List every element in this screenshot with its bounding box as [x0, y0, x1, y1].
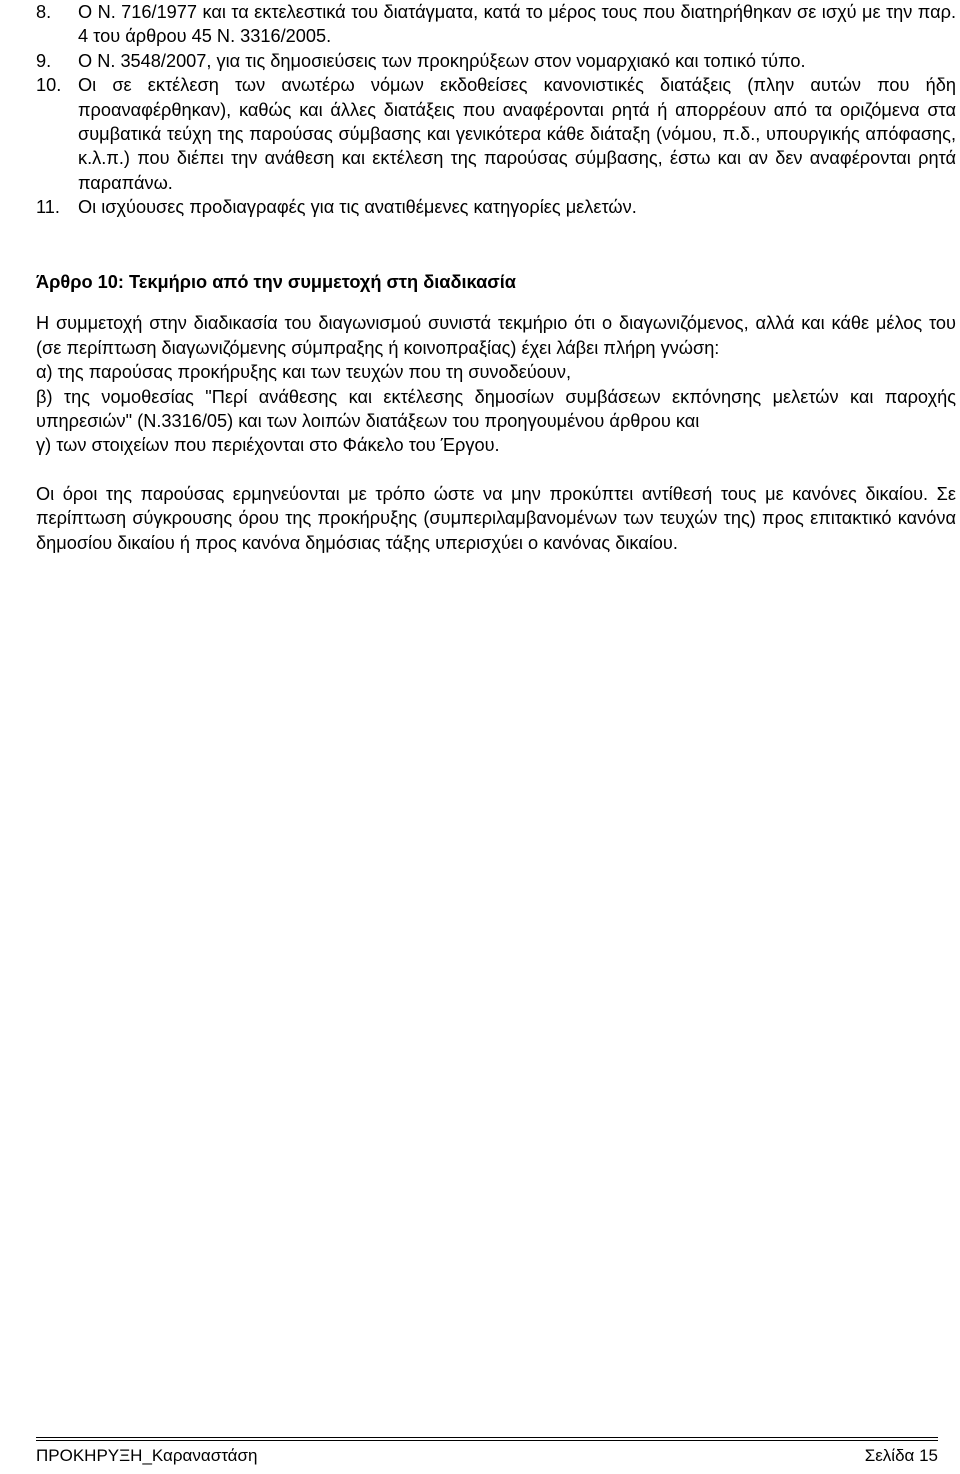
article-item-b: β) της νομοθεσίας "Περί ανάθεσης και εκτέλεσης δημοσίων συμβάσεων εκπόνησης μελετών και παροχής υπηρεσιών" (Ν.3316/05) και των λοιπών διατάξεων του προηγουμένου άρθρου και: [36, 386, 956, 432]
list-item: [36, 73, 956, 195]
list-item-text: Οι σε εκτέλεση των ανωτέρω νόμων εκδοθείσες κανονιστικές διατάξεις (πλην αυτών που ήδη προαναφέρθηκαν), καθώς και άλλες διατάξεις που αναφέρονται ρητά ή απορρέουν από τα οριζόμενα στα συμβατικά τεύχη της παρούσας σύμβασης και γενικότερα κάθε διάταξη (νόμου, π.δ., υπουργικής απόφασης, κ.λ.π.) που διέπει την ανάθεση και εκτέλεση της παρούσας σύμβασης, έστω και αν δεν αναφέρονται ρητά παραπάνω.: [78, 75, 956, 193]
list-item: [36, 49, 956, 73]
article-item-a: α) της παρούσας προκήρυξης και των τευχών που τη συνοδεύουν,: [36, 362, 572, 383]
footer-document-name: ΠΡΟΚΗΡΥΞΗ_Καραναστάση: [36, 1446, 258, 1465]
list-item: [36, 195, 956, 219]
list-item-text: Ο Ν. 3548/2007, για τις δημοσιεύσεις των προκηρύξεων στον νομαρχιακό και τοπικό τύπο.: [78, 50, 806, 71]
article-intro: Η συμμετοχή στην διαδικασία του διαγωνισμού συνιστά τεκμήριο ότι ο διαγωνιζόμενος, αλλά και κάθε μέλος του (σε περίπτωση διαγωνιζόμενης σύμπραξης ή κοινοπραξίας) έχει λάβει πλήρη γνώση:: [36, 313, 956, 358]
list-item-number: 9.: [36, 50, 52, 71]
article-item-c: γ) των στοιχείων που περιέχονται στο Φάκελο του Έργου.: [36, 435, 500, 456]
article-heading: Άρθρο 10: Τεκμήριο από την συμμετοχή στη διαδικασία: [36, 272, 516, 292]
list-item-text: Ο Ν. 716/1977 και τα εκτελεστικά του διατάγματα, κατά το μέρος τους που διατηρήθηκαν σε ισχύ με την παρ. 4 του άρθρου 45 Ν. 3316/2005.: [78, 2, 956, 47]
article-10: [36, 270, 956, 555]
list-item-number: 11.: [36, 197, 60, 218]
article-closing: Οι όροι της παρούσας ερμηνεύονται με τρόπο ώστε να μην προκύπτει αντίθεσή τους με κανόνες δικαίου. Σε περίπτωση σύγκρουσης όρου της προκήρυξης (συμπεριλαμβανομένων των τευχών της) προς επιτακτικό κανόνα δημοσίου δικαίου ή προς κανόνα δημόσιας τάξης υπερισχύει ο κανόνας δικαίου.: [36, 483, 956, 553]
page-footer: [36, 1440, 938, 1467]
list-item: [36, 0, 956, 49]
footer-page-number: Σελίδα 15: [864, 1446, 938, 1465]
list-item-number: 8.: [36, 2, 52, 22]
list-item-text: Οι ισχύουσες προδιαγραφές για τις ανατιθέμενες κατηγορίες μελετών.: [78, 197, 637, 218]
list-item-number: 10.: [36, 75, 62, 96]
legislation-list: [36, 0, 956, 220]
paragraph-spacer: [36, 458, 956, 482]
